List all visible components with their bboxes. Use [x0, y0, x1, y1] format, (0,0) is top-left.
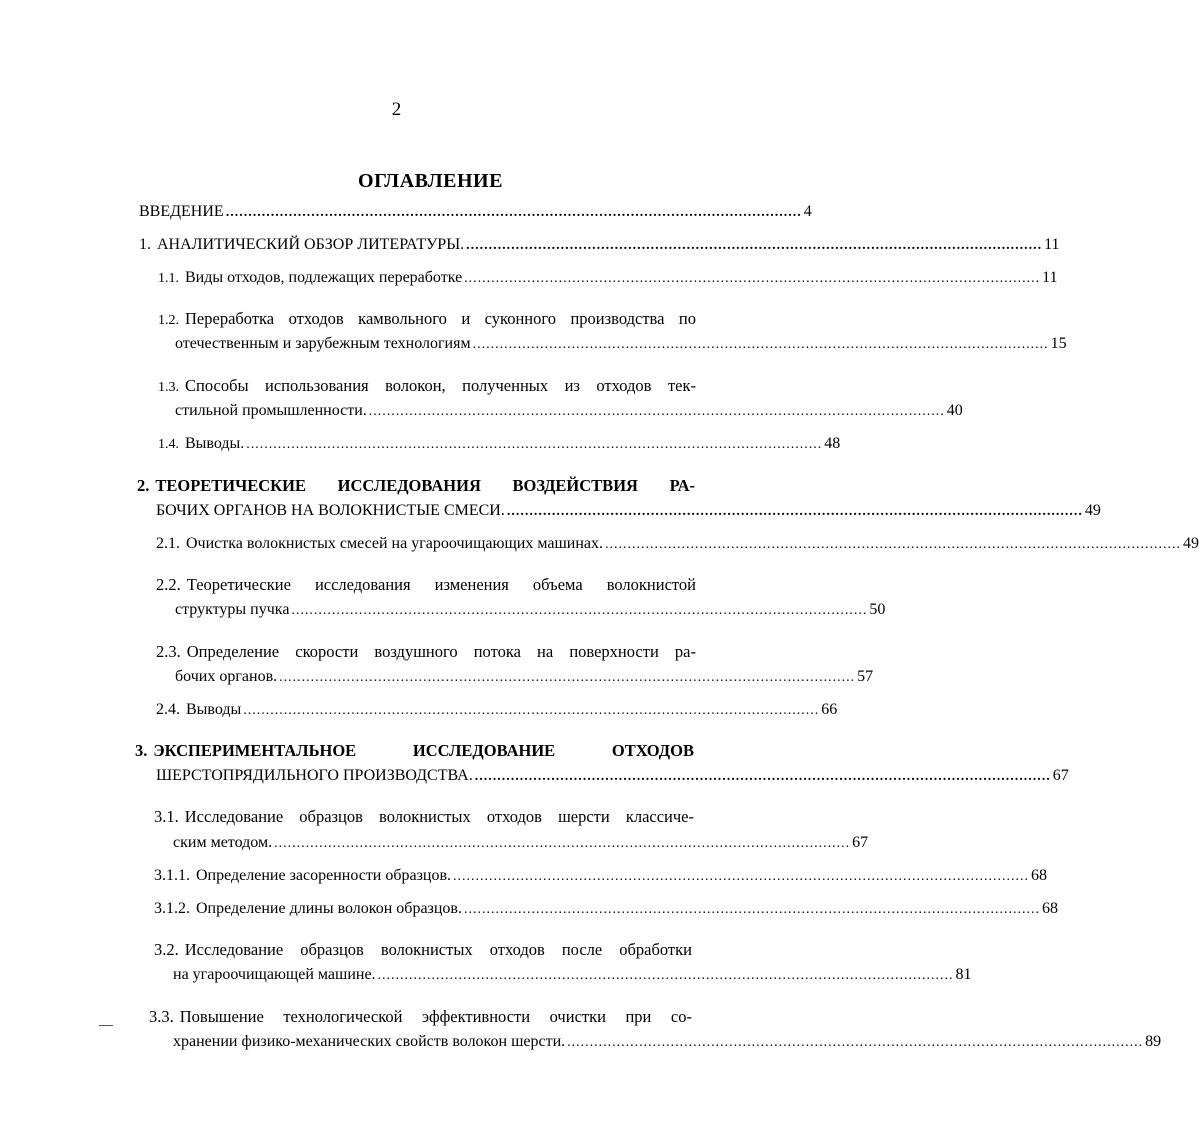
toc-entry-1-3-line1[interactable]	[158, 369, 696, 403]
toc-entry-label-cont: структуры пучка	[175, 601, 290, 618]
toc-entry-section-3-line1[interactable]	[135, 734, 694, 768]
toc-entry-section-1[interactable]	[139, 236, 1060, 270]
toc-entry-label: Повышение технологической эффективности очистки при со-	[179, 1007, 692, 1026]
toc-entry-label-cont: на угароочищающей машине.	[173, 966, 376, 983]
toc-entry-section-2-line2[interactable]	[156, 502, 1101, 536]
toc-entry-label-cont: стильной промышленности.	[175, 402, 367, 419]
toc-entry-section-3-line2[interactable]	[156, 767, 1069, 801]
toc-page-number: 89	[1145, 1033, 1162, 1050]
toc-entry-3-3-line1[interactable]	[149, 1000, 692, 1034]
section-number: 2.1.	[156, 535, 180, 552]
scan-artifact	[99, 1025, 113, 1026]
section-number: 3.	[135, 741, 148, 760]
section-number: 3.3.	[149, 1007, 174, 1026]
toc-entry-section-2-line1[interactable]	[137, 469, 695, 503]
section-number: 3.1.2.	[154, 900, 190, 917]
leader-dots: ................................................................................................................................	[567, 1035, 1144, 1050]
toc-entry-label-cont: БОЧИХ ОРГАНОВ НА ВОЛОКНИСТЫЕ СМЕСИ.	[156, 502, 505, 519]
toc-page-number: 68	[1031, 867, 1048, 884]
toc-entry-label: Определение засоренности образцов.	[196, 867, 452, 884]
toc-entry-2-2-line1[interactable]	[156, 568, 696, 602]
toc-entry-label-cont: ШЕРСТОПРЯДИЛЬНОГО ПРОИЗВОДСТВА.	[156, 767, 473, 784]
leader-dots: ................................................................................................................................	[225, 205, 802, 220]
toc-page-number: 57	[857, 668, 874, 685]
toc-page-number: 48	[824, 435, 841, 452]
section-number: 1.3.	[158, 380, 179, 395]
page-number: 2	[391, 99, 402, 120]
leader-dots: ................................................................................................................................	[279, 670, 856, 685]
toc-page-number: 66	[821, 701, 838, 718]
section-number: 1.4.	[158, 437, 179, 452]
toc-page-number: 49	[1084, 502, 1101, 519]
toc-entry-label-cont: бочих органов.	[175, 668, 278, 685]
toc-entry-label-cont: отечественным и зарубежным технологиям	[175, 335, 471, 352]
toc-entry-1-3-line2[interactable]	[175, 402, 963, 436]
leader-dots: ................................................................................................................................	[246, 437, 823, 452]
toc-entry-1-2-line1[interactable]	[158, 302, 696, 336]
toc-page-number: 67	[1052, 767, 1069, 784]
toc-entry-1-4[interactable]	[158, 435, 841, 469]
toc-entry-3-1-1[interactable]	[154, 867, 1048, 901]
leader-dots: ................................................................................................................................	[291, 603, 868, 618]
leader-dots: ................................................................................................................................	[474, 769, 1051, 784]
leader-dots: ................................................................................................................................	[472, 337, 1049, 352]
toc-entry-label: Исследование образцов волокнистых отходов шерсти классиче-	[184, 807, 694, 826]
toc-title: ОГЛАВЛЕНИЕ	[358, 170, 503, 192]
leader-dots: ................................................................................................................................	[377, 968, 954, 983]
leader-dots: ................................................................................................................................	[463, 902, 1040, 917]
toc-page-number: 15	[1050, 335, 1067, 352]
toc-entry-label: Выводы	[186, 701, 242, 718]
toc-page-number: 67	[852, 834, 869, 851]
leader-dots: ................................................................................................................................	[464, 271, 1041, 286]
section-number: 2.2.	[156, 575, 181, 594]
toc-entry-2-4[interactable]	[156, 701, 838, 735]
toc-page-number: 81	[955, 966, 972, 983]
leader-dots: ................................................................................................................................	[274, 836, 851, 851]
section-number: 2.4.	[156, 701, 180, 718]
section-number: 3.2.	[154, 940, 179, 959]
leader-dots: ................................................................................................................................	[368, 404, 945, 419]
toc-entry-3-2-line1[interactable]	[154, 933, 692, 967]
toc-entry-label: ТЕОРЕТИЧЕСКИЕ ИССЛЕДОВАНИЯ ВОЗДЕЙСТВИЯ РА-	[155, 476, 695, 495]
toc-entry-1-2-line2[interactable]	[175, 335, 1067, 369]
toc-entry-label: ВВЕДЕНИЕ	[139, 203, 224, 220]
leader-dots: ................................................................................................................................	[506, 504, 1083, 519]
toc-entry-label-cont: ским методом.	[173, 834, 273, 851]
toc-entry-label: Теоретические исследования изменения объема волокнистой	[186, 575, 696, 594]
toc-entry-intro[interactable]	[139, 203, 812, 237]
leader-dots: ................................................................................................................................	[453, 869, 1030, 884]
toc-page-number: 11	[1042, 269, 1058, 286]
toc-entry-3-1-line2[interactable]	[173, 834, 869, 868]
toc-entry-1-1[interactable]	[158, 269, 1058, 303]
section-number: 2.	[137, 476, 150, 495]
toc-entry-label: АНАЛИТИЧЕСКИЙ ОБЗОР ЛИТЕРАТУРЫ.	[157, 236, 465, 253]
toc-page-number: 68	[1041, 900, 1058, 917]
toc-page-number: 11	[1044, 236, 1060, 253]
toc-entry-3-3-line2[interactable]	[173, 1033, 1162, 1067]
toc-entry-3-1-2[interactable]	[154, 900, 1058, 934]
toc-entry-3-1-line1[interactable]	[154, 800, 694, 834]
toc-entry-2-3-line2[interactable]	[175, 668, 874, 702]
leader-dots: ................................................................................................................................	[604, 537, 1181, 552]
toc-entry-label: Очистка волокнистых смесей на угароочищающих машинах.	[186, 535, 603, 552]
toc-entry-2-1[interactable]	[156, 535, 1199, 569]
section-number: 1.	[139, 236, 151, 253]
toc-entry-label: Определение скорости воздушного потока на поверхности ра-	[186, 642, 696, 661]
toc-entry-label: Виды отходов, подлежащих переработке	[185, 269, 463, 286]
section-number: 1.1.	[158, 271, 179, 286]
toc-entry-2-2-line2[interactable]	[175, 601, 886, 635]
toc-entry-2-3-line1[interactable]	[156, 635, 696, 669]
toc-page-number: 49	[1182, 535, 1199, 552]
toc-entry-label: Переработка отходов камвольного и суконного производства по	[185, 309, 696, 328]
toc-entry-label: ЭКСПЕРИМЕНТАЛЬНОЕ ИССЛЕДОВАНИЕ ОТХОДОВ	[153, 741, 694, 760]
leader-dots: ................................................................................................................................	[243, 703, 820, 718]
toc-page-number: 50	[869, 601, 886, 618]
section-number: 2.3.	[156, 642, 181, 661]
section-number: 1.2.	[158, 313, 179, 328]
toc-entry-label: Способы использования волокон, полученных из отходов тек-	[185, 376, 696, 395]
leader-dots: ................................................................................................................................	[466, 238, 1043, 253]
toc-entry-3-2-line2[interactable]	[173, 966, 972, 1000]
section-number: 3.1.1.	[154, 867, 190, 884]
toc-page-number: 4	[803, 203, 812, 220]
section-number: 3.1.	[154, 807, 179, 826]
toc-page-number: 40	[946, 402, 963, 419]
toc-entry-label: Определение длины волокон образцов.	[196, 900, 462, 917]
toc-entry-label: Исследование образцов волокнистых отходов после обработки	[184, 940, 692, 959]
toc-entry-label: Выводы.	[185, 435, 245, 452]
toc-entry-label-cont: хранении физико-механических свойств волокон шерсти.	[173, 1033, 566, 1050]
